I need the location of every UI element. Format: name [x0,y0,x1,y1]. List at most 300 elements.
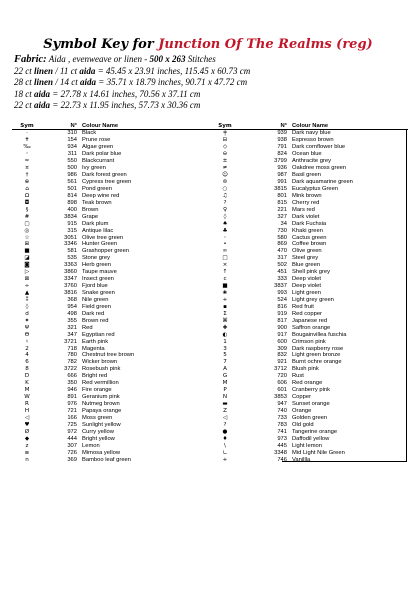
symbol-cell: ≠ [222,165,228,172]
colour-name-cell: Eucalyptus Green [292,185,339,192]
name-header: Colour Name [82,122,119,129]
floss-number-cell: 501 [67,185,77,192]
table-row [12,394,212,401]
colour-name-cell: Ivy green [82,165,106,172]
table-header [210,122,408,130]
colour-name-cell: Steel grey [292,255,319,262]
table-row [12,401,212,408]
colour-name-cell: Mars red [292,206,315,213]
colour-name-cell: Algae green [82,144,114,151]
symbol-cell: ¤ [25,165,29,172]
colour-name-cell: Lemon [82,442,100,449]
colour-name-cell: Blue green [292,262,321,269]
table-row [210,421,408,428]
colour-name-cell: Dark plum [82,220,109,227]
table-header [12,122,212,130]
colour-name-cell: Daffodil yellow [292,435,330,442]
symbol-cell: ✦ [24,317,30,324]
floss-number-cell: 730 [277,227,287,234]
colour-name-cell: Red copper [292,310,322,317]
floss-number-cell: 869 [277,241,287,248]
table-row [210,380,408,387]
symbol-cell: ≈ [24,158,30,165]
pattern-name: Junction Of The Realms (reg) [158,37,373,52]
floss-number-cell: 601 [277,387,287,394]
floss-number-cell: 3721 [64,338,77,345]
sym-header: Sym [218,122,232,129]
colour-name-cell: Mid Light Nile Green [292,449,345,456]
stitch-count: 500 x 263 [149,54,186,64]
symbol-cell: • [223,241,227,248]
symbol-cell: ▬ [222,401,228,408]
left-key-table [12,122,212,463]
symbol-cell: ♠ [222,220,228,227]
floss-number-cell: 3760 [64,283,77,290]
symbol-cell: ♀ [222,206,228,213]
colour-name-cell: Teak brown [82,199,112,206]
table-row [12,179,212,186]
table-row [210,401,408,408]
symbol-cell: ⊕ [24,179,30,186]
table-row [12,283,212,290]
colour-name-cell: Brown red [82,317,109,324]
colour-name-cell: Grashopper green [82,248,130,255]
table-row [210,338,408,345]
table-row [210,248,408,255]
symbol-cell: ⌘ [222,317,228,324]
num-header: N° [70,122,77,129]
table-row [210,442,408,449]
floss-number-cell: 741 [277,428,287,435]
floss-number-cell: 832 [277,352,287,359]
table-row [210,456,408,463]
colour-name-cell: Red vermillion [82,380,119,387]
symbol-cell: G [222,373,228,380]
floss-number-cell: 938 [277,137,287,144]
symbol-cell: ◙ [24,262,30,269]
table-row [12,408,212,415]
table-row [210,276,408,283]
symbol-cell: Z [223,407,227,414]
floss-number-cell: 3348 [274,449,287,456]
floss-number-cell: 3815 [274,185,287,192]
symbol-cell: ○ [222,185,228,192]
symbol-cell: Ω [24,192,30,199]
symbol-cell: ⁑ [25,296,29,303]
table-row [12,317,212,324]
colour-name-cell: Khaki green [292,227,323,234]
table-row [12,241,212,248]
table-row [12,248,212,255]
table-row [12,151,212,158]
floss-number-cell: 934 [67,144,77,151]
floss-number-cell: 368 [67,296,77,303]
colour-name-cell: Olive green [292,248,322,255]
table-row [12,387,212,394]
colour-name-cell: Fire orange [82,387,112,394]
symbol-cell: ◆ [24,435,30,442]
table-row [210,241,408,248]
table-row [210,373,408,380]
floss-number-cell: 915 [67,220,77,227]
table-row [210,283,408,290]
symbol-cell: d [25,310,29,317]
symbol-cell: 4 [25,352,29,359]
table-row [12,310,212,317]
colour-name-cell: Snake green [82,290,115,297]
table-row [12,352,212,359]
floss-number-cell: 3363 [64,262,77,269]
colour-name-cell: Blackcurrant [82,158,115,165]
floss-number-cell: 947 [277,401,287,408]
table-row [210,255,408,262]
colour-name-cell: Olive tree green [82,234,124,241]
colour-name-cell: Oakdree moss green [292,165,347,172]
symbol-cell: ╪ [223,130,227,137]
floss-number-cell: 666 [67,373,77,380]
symbol-cell: ♥ [24,421,30,428]
table-row [210,269,408,276]
floss-number-cell: 718 [67,345,77,352]
floss-number-cell: 3799 [274,158,287,165]
colour-name-cell: Sunset orange [292,401,330,408]
table-row [12,165,212,172]
floss-number-cell: 581 [67,248,77,255]
colour-name-cell: Prune rose [82,137,111,144]
floss-number-cell: 898 [67,199,77,206]
colour-name-cell: Deep violet [292,276,322,283]
floss-number-cell: 3346 [64,241,77,248]
symbol-cell: ⊞ [24,241,30,248]
floss-number-cell: 315 [67,227,77,234]
symbol-cell: ▪ [223,303,227,310]
floss-number-cell: 3834 [64,213,77,220]
colour-name-cell: Sunlight yellow [82,421,121,428]
table-row [12,269,212,276]
table-row [12,255,212,262]
colour-name-cell: Light lemon [292,442,322,449]
page-title [0,37,416,52]
table-row [210,408,408,415]
floss-number-cell: 550 [67,158,77,165]
colour-name-cell: Dark red [82,310,105,317]
table-row [210,359,408,366]
colour-name-cell: Cranberry pink [292,387,331,394]
symbol-cell: × [222,262,228,269]
fabric-label: Fabric: [14,54,47,65]
floss-number-cell: 919 [277,310,287,317]
table-row [12,290,212,297]
floss-number-cell: 740 [277,407,287,414]
fabric-text: Aida , evenweave or linen - [46,54,150,64]
colour-name-cell: Light green bronze [292,352,341,359]
colour-name-cell: Antique lilac [82,227,114,234]
colour-name-cell: Coffee brown [292,241,327,248]
colour-name-cell: Grape [82,213,99,220]
colour-name-cell: Ocean blue [292,151,322,158]
colour-name-cell: Dark polar blue [82,151,122,158]
colour-name-cell: Saffron orange [292,324,331,331]
table-row [210,297,408,304]
table-row [210,324,408,331]
symbol-cell: ❀ [222,290,228,297]
symbol-cell: ∟ [222,449,228,456]
right-key-table [210,122,408,463]
floss-number-cell: 972 [67,428,77,435]
table-row [12,206,212,213]
symbol-cell: ◇ [222,144,228,151]
floss-number-cell: 939 [277,130,287,137]
table-row [12,442,212,449]
colour-name-cell: Basil green [292,172,322,179]
symbol-cell: W [24,394,30,401]
colour-name-cell: Light green [292,290,322,297]
table-row [12,276,212,283]
symbol-cell: § [25,206,29,213]
colour-name-cell: Vanillla [292,456,311,463]
colour-name-cell: Cypress tree green [82,179,132,186]
colour-name-cell: Dark Fuchsia [292,220,327,227]
symbol-cell: c [223,276,227,283]
table-row [12,380,212,387]
colour-name-cell: Geranium pink [82,394,120,401]
floss-number-cell: 166 [67,414,77,421]
colour-name-cell: Shell pink grey [292,269,331,276]
colour-name-cell: Tangerine orange [292,428,338,435]
table-row [210,428,408,435]
colour-name-cell: Bamboo leaf green [82,456,131,463]
symbol-cell: Σ [223,310,227,317]
floss-number-cell: 783 [277,421,287,428]
floss-number-cell: 400 [67,206,77,213]
symbol-cell: ⊟ [222,137,228,144]
table-row [210,151,408,158]
table-row [210,192,408,199]
colour-name-cell: Rosebush pink [82,366,121,373]
table-row [12,234,212,241]
table-row [210,352,408,359]
table-row [12,414,212,421]
table-row [210,345,408,352]
floss-number-cell: 500 [67,165,77,172]
colour-name-cell: Deep violet [292,283,322,290]
floss-number-cell: 606 [277,380,287,387]
name-header: Colour Name [292,122,329,129]
floss-number-cell: 746 [277,456,287,463]
table-row [12,303,212,310]
table-row [12,130,212,137]
symbol-cell: ± [222,158,228,165]
floss-number-cell: 986 [67,172,77,179]
floss-number-cell: 917 [277,331,287,338]
table-row [210,414,408,421]
floss-number-cell: 815 [277,199,287,206]
floss-number-cell: 561 [67,179,77,186]
floss-number-cell: 355 [67,317,77,324]
colour-name-cell: Cherry red [292,199,320,206]
floss-number-cell: 817 [277,317,287,324]
symbol-cell: ♣ [222,227,228,234]
table-row [210,262,408,269]
symbol-cell: ≡ [24,449,30,456]
table-row [12,456,212,463]
symbol-cell: Ø [24,428,30,435]
symbol-cell: P [223,387,227,394]
symbol-cell: K [25,380,29,387]
colour-name-cell: Japanese red [292,317,328,324]
colour-name-cell: Stone grey [82,255,111,262]
colour-name-cell: Pond green [82,185,112,192]
symbol-cell: ▢ [24,220,30,227]
symbol-cell: ▲ [24,290,30,297]
table-row [12,421,212,428]
colour-name-cell: Dark aquamarine green [292,179,353,186]
table-row [210,137,408,144]
table-row [210,206,408,213]
symbol-cell: \ [224,442,226,449]
symbol-cell: ? [223,199,227,206]
table-row [210,234,408,241]
table-row [12,227,212,234]
symbol-cell: † [25,172,29,179]
table-row [210,449,408,456]
floss-number-cell: 327 [277,213,287,220]
floss-number-cell: 733 [277,414,287,421]
table-row [210,317,408,324]
symbol-cell: ◪ [24,255,30,262]
colour-name-cell: Black [82,130,97,137]
table-row [210,172,408,179]
table-row [12,172,212,179]
floss-number-cell: 3712 [274,366,287,373]
table-row [12,186,212,193]
floss-number-cell: 993 [277,290,287,297]
colour-name-cell: Light grey green [292,296,334,303]
table-row [12,366,212,373]
symbol-cell: D [24,373,30,380]
floss-number-cell: 780 [67,352,77,359]
symbol-cell: 6 [25,359,29,366]
table-row [210,394,408,401]
floss-number-cell: 801 [277,192,287,199]
sym-header: Sym [20,122,34,129]
floss-number-cell: 600 [277,338,287,345]
floss-number-cell: 3347 [64,276,77,283]
table-row [210,220,408,227]
fabric-info [14,54,414,112]
symbol-cell: ◐ [222,331,228,338]
floss-number-cell: 3816 [64,290,77,297]
colour-name-cell: Herb green [82,262,112,269]
table-row [12,192,212,199]
colour-name-cell: Anthracite grey [292,158,331,165]
table-row [12,297,212,304]
colour-name-cell: Red [82,324,93,331]
symbol-cell: □ [222,255,228,262]
symbol-cell: Ψ [24,324,30,331]
symbol-cell: 7 [223,359,227,366]
floss-number-cell: 502 [277,262,287,269]
symbol-cell: ⊖ [222,151,228,158]
floss-number-cell: 976 [67,401,77,408]
symbol-cell: ↑ [222,269,228,276]
symbol-cell: ■ [24,248,30,255]
table-row [210,158,408,165]
table-row [12,220,212,227]
floss-number-cell: 309 [277,345,287,352]
symbol-cell: M [24,387,30,394]
colour-name-cell: Cactus green [292,234,327,241]
table-row [210,130,408,137]
table-row [210,179,408,186]
table-row [210,213,408,220]
symbol-cell: 1 [223,338,227,345]
symbol-cell: · [26,130,28,137]
colour-name-cell: Blush pink [292,366,319,373]
colour-name-cell: Golden green [292,414,328,421]
colour-name-cell: Bright red [82,373,108,380]
floss-number-cell: 321 [67,324,77,331]
colour-name-cell: Mimosa yellow [82,449,121,456]
colour-name-cell: Taupe mauve [82,269,117,276]
symbol-cell: ☺ [222,172,228,179]
floss-number-cell: 451 [277,269,287,276]
floss-number-cell: 720 [277,373,287,380]
floss-number-cell: 3860 [64,269,77,276]
floss-number-cell: 310 [67,130,77,137]
symbol-cell: 5 [223,352,227,359]
floss-number-cell: 445 [277,442,287,449]
table-row [12,213,212,220]
symbol-cell: N [222,394,228,401]
table-row [12,338,212,345]
colour-name-cell: Orange [292,407,312,414]
table-row [210,290,408,297]
symbol-cell: n [25,456,29,463]
symbol-cell: 2 [25,345,29,352]
colour-name-cell: Chestnut tree brown [82,352,135,359]
table-row [12,137,212,144]
floss-number-cell: 726 [67,449,77,456]
floss-number-cell: 317 [277,255,287,262]
floss-number-cell: 814 [67,192,77,199]
table-row [12,158,212,165]
colour-name-cell: Moss green [82,414,113,421]
colour-name-cell: Rust [292,373,304,380]
floss-number-cell: 498 [67,310,77,317]
floss-number-cell: 721 [67,407,77,414]
symbol-cell: ✚ [222,324,228,331]
symbol-cell: ? [223,421,227,428]
floss-number-cell: 470 [277,248,287,255]
table-row [12,331,212,338]
symbol-cell: H [24,407,30,414]
floss-number-cell: 3051 [64,234,77,241]
symbol-cell: Ѳ [24,331,30,338]
symbol-cell: M [222,380,228,387]
symbol-cell: A [223,366,227,373]
symbol-cell: ♦ [222,435,228,442]
symbol-cell: ♮ [26,338,28,345]
symbol-cell: ◊ [25,303,29,310]
symbol-cell: ◁ [222,414,228,421]
symbol-cell: 8 [25,366,29,373]
floss-number-cell: 347 [67,331,77,338]
table-row [12,345,212,352]
colour-name-cell: Fjord blue [82,283,108,290]
table-row [12,428,212,435]
colour-name-cell: Red orange [292,380,323,387]
